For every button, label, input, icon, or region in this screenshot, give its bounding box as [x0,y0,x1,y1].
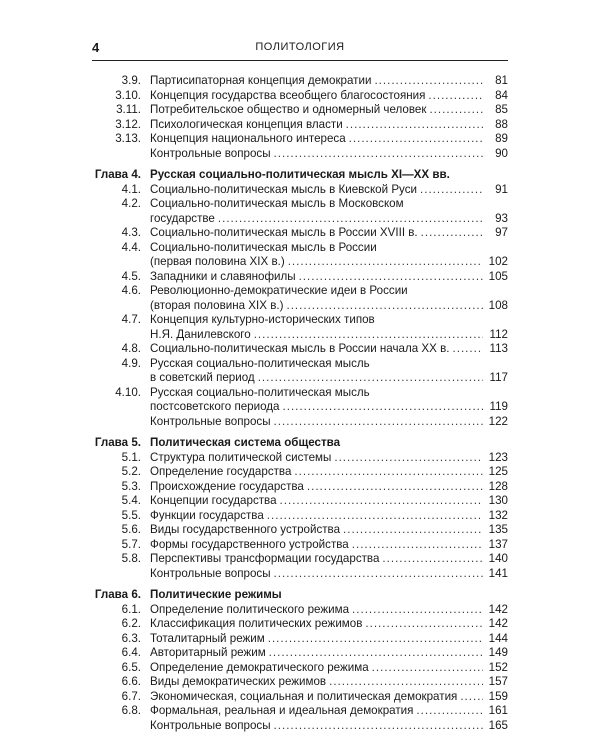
toc-entry[interactable] [92,451,508,466]
page-ref: 90 [495,146,508,160]
section-number: 5.3. [121,479,141,493]
section-number: 6.5. [121,660,141,674]
section-number: 5.8. [121,552,141,565]
section-title-line: Экономическая, социальная и политическая демократия [150,689,458,703]
section-body [150,342,508,357]
section-body [150,509,508,524]
chapter-title: Политическая система общества [150,436,341,449]
toc-entry[interactable] [92,719,508,734]
dot-leader [286,299,483,314]
section-leader-line [150,480,508,495]
toc-entry[interactable] [92,690,508,705]
page-ref: 112 [489,327,508,341]
page-ref: 81 [495,74,508,87]
section-leader-line [150,603,508,618]
section-body [150,646,508,661]
section-title-line: Концепция государства всеобщего благосостояния [150,88,426,102]
toc-entry[interactable] [92,284,508,313]
toc-entry[interactable] [92,89,508,104]
dot-leader [274,567,483,582]
section-leader-line [150,342,508,357]
page-ref: 130 [488,494,508,507]
dot-leader [460,690,483,705]
section-body [150,241,508,270]
section-title-line: Формы государственного устройства [150,537,349,551]
dot-leader [280,494,483,509]
dot-leader [343,523,483,538]
dot-leader [334,451,483,466]
page-ref: 165 [488,718,508,732]
toc-entry[interactable] [92,509,508,524]
chapter-number: Глава 5. [94,436,141,449]
section-body [150,226,508,241]
dot-leader [269,646,483,661]
section-leader-line [150,74,508,89]
section-leader-line [150,465,508,480]
section-title-line: Виды государственного устройства [150,523,341,536]
section-number: 4.4. [121,240,141,254]
dot-leader [299,270,483,285]
page-ref: 102 [488,255,508,268]
section-title-line: Концепция культурно-исторических типов [150,313,375,326]
section-leader-line [150,132,508,147]
section-number: 6.3. [121,631,141,645]
dot-leader [352,603,483,618]
page-ref: 93 [495,211,508,225]
section-number: 5.4. [121,494,141,507]
section-title-line: государстве [150,211,215,225]
page-ref: 84 [495,88,508,102]
dot-leader [428,89,483,104]
page-ref: 157 [488,675,508,688]
section-body [150,567,508,582]
dot-leader [254,328,483,343]
section-leader-line [150,690,508,705]
section-leader-line [150,212,508,227]
page-ref: 140 [488,552,508,565]
section-leader-line [150,617,508,632]
dot-leader [374,74,483,89]
toc-entry[interactable] [92,494,508,509]
section-title-line: Западники и славянофилы [150,269,296,283]
section-body [150,386,508,415]
section-title-line: Определение политического режима [150,602,350,616]
toc-entry[interactable] [92,74,508,89]
toc-chapter[interactable] [92,588,508,603]
section-number: 4.1. [121,182,141,196]
section-body [150,89,508,104]
dot-leader [283,400,484,415]
dot-leader [429,103,483,118]
section-title-line: Концепция национального интереса [150,132,346,145]
section-leader-line [150,118,508,133]
toc-entry[interactable] [92,538,508,553]
page-ref: 142 [488,602,508,616]
section-title-line: Социально-политическая мысль в Киевской Руси [150,182,417,196]
dot-leader [372,661,483,676]
section-number: 6.4. [121,646,141,659]
dot-leader [218,212,483,227]
table-of-contents [92,74,508,733]
section-title-line: Классификация политических режимов [150,617,363,630]
section-body [150,118,508,133]
toc-entry[interactable] [92,313,508,342]
section-leader-line [150,270,508,285]
toc-entry[interactable] [92,704,508,719]
dot-leader [274,147,483,162]
toc-entry[interactable] [92,661,508,676]
page-ref: 142 [488,617,508,630]
section-leader-line [150,719,508,734]
section-body [150,451,508,466]
section-leader-line [150,400,508,415]
toc-entry[interactable] [92,632,508,647]
section-title-line: Контрольные вопросы [150,146,271,160]
running-title: ПОЛИТОЛОГИЯ [255,41,345,53]
toc-entry[interactable] [92,132,508,147]
section-title-line: Психологическая концепция власти [150,117,343,131]
dot-leader [258,371,483,386]
section-leader-line [150,299,508,314]
section-leader-line [150,147,508,162]
section-number: 3.12. [115,117,141,131]
section-body [150,147,508,162]
section-number: 4.5. [121,269,141,283]
chapter-number: Глава 6. [94,588,141,601]
section-leader-line [150,646,508,661]
section-number: 6.2. [121,617,141,630]
toc-entry[interactable] [92,118,508,133]
section-title-line: Социально-политическая мысль в Московском [150,197,404,210]
toc-entry[interactable] [92,197,508,226]
toc-entry[interactable] [92,552,508,567]
section-title-line: постсоветского периода [150,400,280,413]
toc-chapter[interactable] [92,168,508,183]
toc-entry[interactable] [92,523,508,538]
section-leader-line [150,552,508,567]
toc-entry[interactable] [92,465,508,480]
section-title-line: Потребительское общество и одномерный человек [150,103,427,116]
section-number: 6.6. [121,675,141,688]
page-ref: 152 [488,660,508,674]
section-body [150,197,508,226]
section-title-line: Социально-политическая мысль в России [150,240,377,254]
section-body [150,690,508,705]
toc-entry[interactable] [92,386,508,415]
section-body [150,552,508,567]
toc-entry[interactable] [92,342,508,357]
section-body [150,538,508,553]
section-title-line: Контрольные вопросы [150,718,271,732]
section-number: 6.1. [121,602,141,616]
chapter-title: Русская социально-политическая мысль XI—XX вв. [150,168,450,181]
section-body [150,480,508,495]
page-ref: 125 [488,465,508,478]
toc-entry[interactable] [92,675,508,690]
toc-entry[interactable] [92,603,508,618]
section-leader-line [150,226,508,241]
section-number: 3.10. [115,88,141,102]
page-header [92,40,508,60]
section-title-line: Определение государства [150,465,292,478]
section-leader-line [150,451,508,466]
page-ref: 91 [495,182,508,196]
section-title-line: Авторитарный режим [150,646,266,659]
dot-leader [382,552,483,567]
section-body [150,284,508,313]
page-ref: 141 [488,566,508,580]
section-body [150,103,508,118]
page-ref: 149 [488,646,508,659]
dot-leader [274,415,483,430]
section-title-line: (вторая половина XIX в.) [150,298,284,312]
toc-chapter[interactable] [92,436,508,451]
section-number: 5.7. [121,537,141,551]
toc-entry[interactable] [92,617,508,632]
dot-leader [352,538,483,553]
section-number: 3.9. [121,74,141,87]
section-number: 5.2. [121,465,141,478]
page-ref: 85 [495,103,508,116]
dot-leader [420,183,483,198]
page-ref: 135 [488,523,508,536]
section-body [150,465,508,480]
section-leader-line [150,328,508,343]
toc-entry[interactable] [92,103,508,118]
section-body [150,313,508,342]
section-leader-line [150,371,508,386]
section-leader-line [150,538,508,553]
toc-entry[interactable] [92,567,508,582]
dot-leader [421,226,483,241]
section-title-line: Социально-политическая мысль в России XVIII в. [150,226,418,239]
toc-entry[interactable] [92,183,508,198]
section-body [150,675,508,690]
section-number: 4.8. [121,342,141,355]
section-number: 4.3. [121,226,141,239]
section-number: 3.13. [115,132,141,145]
dot-leader [329,675,483,690]
page-number: 4 [92,40,100,55]
toc-entry[interactable] [92,270,508,285]
section-leader-line [150,89,508,104]
toc-entry[interactable] [92,415,508,430]
page-ref: 123 [488,450,508,464]
toc-entry[interactable] [92,226,508,241]
section-title-line: Формальная, реальная и идеальная демократия [150,704,414,717]
section-number: 4.10. [115,385,141,399]
section-number: 4.7. [121,313,141,326]
page-ref: 117 [489,371,508,384]
section-title-line: Русская социально-политическая мысль [150,385,370,399]
page-ref: 122 [488,414,508,428]
toc-entry[interactable] [92,357,508,386]
dot-leader [349,132,483,147]
page-ref: 88 [495,117,508,131]
page-ref: 97 [495,226,508,239]
section-title-line: в советский период [150,371,255,384]
toc-entry[interactable] [92,147,508,162]
section-leader-line [150,632,508,647]
section-title-line: Происхождение государства [150,479,304,493]
section-leader-line [150,704,508,719]
section-title-line: Контрольные вопросы [150,566,271,580]
section-number: 6.8. [121,704,141,717]
header-rule [92,60,508,61]
section-leader-line [150,494,508,509]
toc-entry[interactable] [92,241,508,270]
section-leader-line [150,523,508,538]
section-leader-line [150,103,508,118]
section-leader-line [150,509,508,524]
section-title-line: Тоталитарный режим [150,631,265,645]
section-title-line: Партисипаторная концепция демократии [150,74,372,87]
section-number: 3.11. [116,103,141,116]
chapter-title: Политические режимы [150,588,282,601]
section-leader-line [150,661,508,676]
dot-leader [268,632,483,647]
section-title-line: Социально-политическая мысль в России начала XX в. [150,342,450,355]
section-body [150,132,508,147]
section-number: 5.5. [121,508,141,522]
page-ref: 144 [488,631,508,645]
section-title-line: Концепции государства [150,494,277,507]
page-ref: 128 [488,479,508,493]
section-body [150,632,508,647]
page-ref: 105 [488,269,508,283]
section-number: 4.2. [121,197,141,210]
chapter-number: Глава 4. [94,168,141,181]
page-ref: 108 [488,298,508,312]
page-ref: 161 [488,704,508,717]
section-title-line: Определение демократического режима [150,660,369,674]
dot-leader [365,617,483,632]
section-number: 4.6. [121,284,141,297]
section-leader-line [150,183,508,198]
toc-entry[interactable] [92,646,508,661]
section-number: 5.1. [121,450,141,464]
section-title-line: Контрольные вопросы [150,414,271,428]
page-ref: 137 [488,537,508,551]
page-ref: 132 [488,508,508,522]
page-ref: 113 [489,342,508,355]
section-body [150,357,508,386]
section-number: 6.7. [121,689,141,703]
toc-entry[interactable] [92,480,508,495]
dot-leader [346,118,483,133]
dot-leader [294,465,483,480]
section-number: 4.9. [121,356,141,370]
section-leader-line [150,255,508,270]
section-title-line: Русская социально-политическая мысль [150,356,370,370]
section-title-line: Виды демократических режимов [150,675,327,688]
section-number: 5.6. [121,523,141,536]
page-ref: 89 [495,132,508,145]
section-body [150,523,508,538]
section-body [150,603,508,618]
section-title-line: Революционно-демократические идеи в России [150,284,408,297]
section-title-line: Функции государства [150,508,264,522]
section-body [150,74,508,89]
section-body [150,415,508,430]
section-body [150,719,508,734]
dot-leader [267,509,483,524]
dot-leader [307,480,483,495]
section-title-line: Структура политической системы [150,450,332,464]
page-ref: 159 [488,689,508,703]
dot-leader [453,342,484,357]
section-body [150,704,508,719]
section-leader-line [150,415,508,430]
section-title-line: Н.Я. Данилевского [150,327,251,341]
section-title-line: (первая половина XIX в.) [150,255,285,268]
section-body [150,183,508,198]
dot-leader [274,719,483,734]
section-body [150,494,508,509]
dot-leader [416,704,483,719]
section-title-line: Перспективы трансформации государства [150,552,380,565]
section-body [150,661,508,676]
page-ref: 119 [489,400,508,413]
section-body [150,617,508,632]
section-leader-line [150,567,508,582]
section-body [150,270,508,285]
section-leader-line [150,675,508,690]
dot-leader [288,255,483,270]
